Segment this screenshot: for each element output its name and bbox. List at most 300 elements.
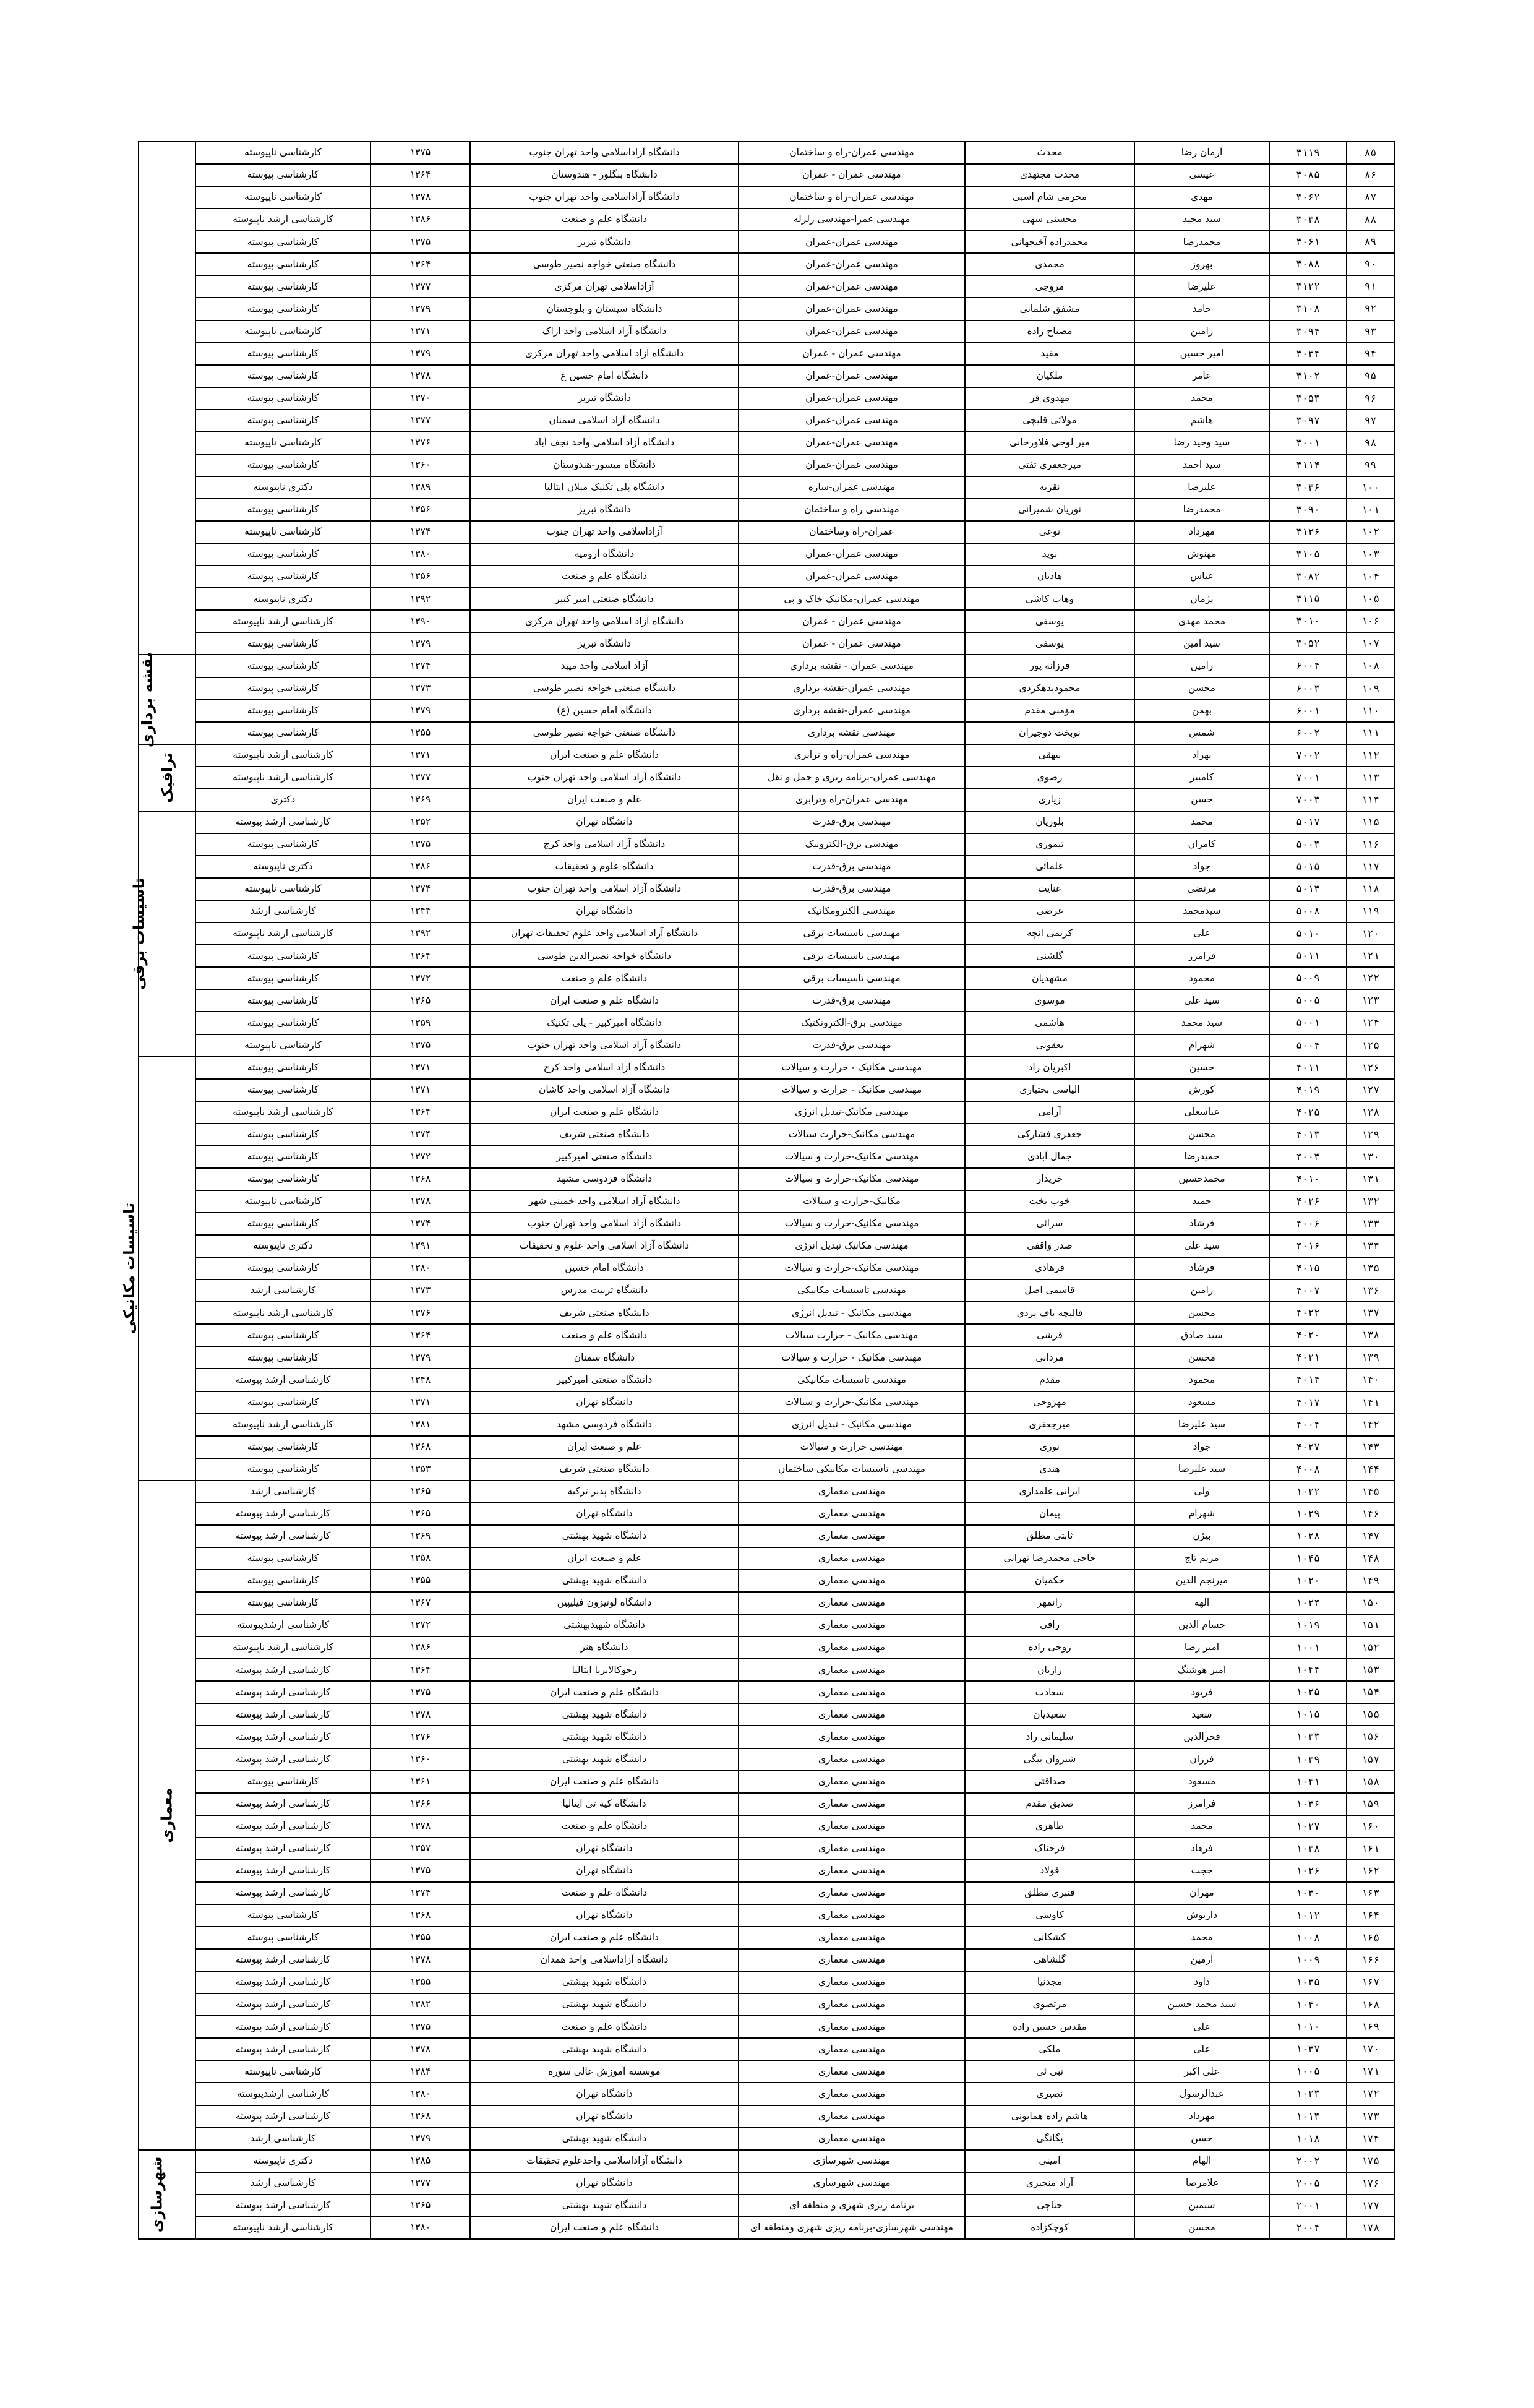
row-number: ۱۵۷ bbox=[1347, 1748, 1394, 1771]
table-row bbox=[139, 767, 1394, 789]
row-number: ۹۸ bbox=[1347, 432, 1394, 454]
first-name: علی bbox=[1134, 2038, 1269, 2060]
degree: کارشناسی ارشد bbox=[195, 1481, 371, 1503]
degree: کارشناسی پیوسته bbox=[195, 1168, 371, 1190]
degree: دکتری ناپیوسته bbox=[195, 588, 371, 610]
first-name: سید علیرضا bbox=[1134, 1458, 1269, 1481]
member-code: ۴۰۱۶ bbox=[1269, 1235, 1347, 1257]
university: دانشگاه آزاد اسلامی واحد تهران جنوب bbox=[470, 767, 739, 789]
table-row bbox=[139, 2172, 1394, 2195]
university: دانشگاه آزاد اسلامی واحد کرج bbox=[470, 833, 739, 856]
first-name: محمدرضا bbox=[1134, 231, 1269, 253]
row-number: ۱۰۴ bbox=[1347, 565, 1394, 588]
field-of-study: مهندسی شهرسازی bbox=[739, 2172, 965, 2195]
table-row bbox=[139, 2105, 1394, 2128]
field-of-study: مهندسی عمران-راه و ساختمان bbox=[739, 142, 965, 164]
first-name: محمود bbox=[1134, 1369, 1269, 1391]
member-code: ۳۰۳۸ bbox=[1269, 209, 1347, 231]
table-row bbox=[139, 343, 1394, 365]
table-row bbox=[139, 1057, 1394, 1079]
university: دانشگاه آزاد اسلامی واحد تهران مرکزی bbox=[470, 610, 739, 632]
member-code: ۳۱۱۹ bbox=[1269, 142, 1347, 164]
first-name: سید محمد bbox=[1134, 1012, 1269, 1034]
field-of-study: مهندسی عمران - عمران bbox=[739, 610, 965, 632]
university: دانشگاه آزاد اسلامی واحد نجف آباد bbox=[470, 432, 739, 454]
graduation-year: ۱۳۷۴ bbox=[371, 1882, 470, 1904]
row-number: ۹۳ bbox=[1347, 320, 1394, 343]
row-number: ۱۴۰ bbox=[1347, 1369, 1394, 1391]
row-number: ۱۵۴ bbox=[1347, 1681, 1394, 1703]
university: دانشگاه تربیت مدرس bbox=[470, 1279, 739, 1302]
table-row bbox=[139, 1391, 1394, 1414]
table-row bbox=[139, 1503, 1394, 1525]
member-code: ۴۰۱۷ bbox=[1269, 1391, 1347, 1414]
graduation-year: ۱۳۶۶ bbox=[371, 1793, 470, 1815]
field-of-study: مهندسی عمران-عمران bbox=[739, 365, 965, 387]
degree: کارشناسی ارشد پیوسته bbox=[195, 2016, 371, 2038]
degree: کارشناسی پیوسته bbox=[195, 1904, 371, 1927]
table-row bbox=[139, 1659, 1394, 1681]
graduation-year: ۱۳۷۹ bbox=[371, 632, 470, 655]
first-name: مهنوش bbox=[1134, 543, 1269, 565]
row-number: ۱۲۶ bbox=[1347, 1057, 1394, 1079]
row-number: ۱۶۶ bbox=[1347, 1949, 1394, 1971]
last-name: یعقوبی bbox=[965, 1034, 1134, 1057]
graduation-year: ۱۳۷۷ bbox=[371, 275, 470, 298]
university: دانشگاه آزاداسلامی واحد تهران جنوب bbox=[470, 142, 739, 164]
member-code: ۳۰۹۷ bbox=[1269, 410, 1347, 432]
member-code: ۵۰۰۸ bbox=[1269, 900, 1347, 922]
last-name: شیروان بیگی bbox=[965, 1748, 1134, 1771]
university: دانشگاه فردوسی مشهد bbox=[470, 1168, 739, 1190]
last-name: آرامی bbox=[965, 1101, 1134, 1124]
university: دانشگاه شهید بهشتی bbox=[470, 1525, 739, 1547]
degree: کارشناسی پیوسته bbox=[195, 1079, 371, 1101]
last-name: مشفق شلمانی bbox=[965, 298, 1134, 320]
university: دانشگاه تهران bbox=[470, 811, 739, 833]
last-name: موسوی bbox=[965, 989, 1134, 1012]
table-row bbox=[139, 700, 1394, 722]
university: دانشگاه شهید بهشتی bbox=[470, 1703, 739, 1726]
field-of-study: مهندسی عمران - نقشه برداری bbox=[739, 655, 965, 677]
last-name: نوری bbox=[965, 1436, 1134, 1458]
degree: کارشناسی پیوسته bbox=[195, 700, 371, 722]
field-of-study: مهندسی عمران - عمران bbox=[739, 343, 965, 365]
graduation-year: ۱۳۷۸ bbox=[371, 186, 470, 209]
table-row bbox=[139, 1302, 1394, 1324]
university: دانشگاه آزاد اسلامی واحد علوم تحقیقات تهران bbox=[470, 922, 739, 945]
graduation-year: ۱۳۹۰ bbox=[371, 610, 470, 632]
field-of-study: مهندسی عمران - عمران bbox=[739, 164, 965, 186]
table-row bbox=[139, 1927, 1394, 1949]
member-code: ۴۰۰۷ bbox=[1269, 1279, 1347, 1302]
graduation-year: ۱۳۶۷ bbox=[371, 1592, 470, 1614]
row-number: ۱۱۱ bbox=[1347, 722, 1394, 744]
university: دانشگاه امام حسین ع bbox=[470, 365, 739, 387]
last-name: روحی زاده bbox=[965, 1636, 1134, 1659]
row-number: ۸۷ bbox=[1347, 186, 1394, 209]
row-number: ۱۷۱ bbox=[1347, 2060, 1394, 2083]
degree: کارشناسی ارشد پیوسته bbox=[195, 1949, 371, 1971]
degree: کارشناسی ارشد پیوسته bbox=[195, 2195, 371, 2217]
table-row bbox=[139, 1547, 1394, 1570]
graduation-year: ۱۳۶۴ bbox=[371, 1101, 470, 1124]
university: دانشگاه تهران bbox=[470, 1391, 739, 1414]
first-name: امیر هوشنگ bbox=[1134, 1659, 1269, 1681]
row-number: ۱۶۱ bbox=[1347, 1838, 1394, 1860]
graduation-year: ۱۳۶۸ bbox=[371, 1168, 470, 1190]
table-row bbox=[139, 856, 1394, 878]
row-number: ۱۲۳ bbox=[1347, 989, 1394, 1012]
row-number: ۱۳۶ bbox=[1347, 1279, 1394, 1302]
degree: دکتری bbox=[195, 789, 371, 811]
graduation-year: ۱۳۷۸ bbox=[371, 365, 470, 387]
member-code: ۱۰۰۵ bbox=[1269, 2060, 1347, 2083]
field-of-study: مهندسی مکانیک - حرارت و سیالات bbox=[739, 1057, 965, 1079]
row-number: ۱۷۰ bbox=[1347, 2038, 1394, 2060]
degree: دکتری ناپیوسته bbox=[195, 856, 371, 878]
field-of-study: مهندسی مکانیک-تبدیل انرژی bbox=[739, 1101, 965, 1124]
last-name: نصیری bbox=[965, 2083, 1134, 2105]
member-code: ۲۰۰۱ bbox=[1269, 2195, 1347, 2217]
field-of-study: مهندسی مکانیک-حرارت و سیالات bbox=[739, 1257, 965, 1279]
university: علم و صنعت ایران bbox=[470, 1436, 739, 1458]
university: دانشگاه آزاد اسلامی واحد تهران جنوب bbox=[470, 878, 739, 900]
row-number: ۱۳۵ bbox=[1347, 1257, 1394, 1279]
graduation-year: ۱۳۵۳ bbox=[371, 1458, 470, 1481]
graduation-year: ۱۳۷۵ bbox=[371, 1681, 470, 1703]
member-code: ۶۰۰۱ bbox=[1269, 700, 1347, 722]
university: علم و صنعت ایران bbox=[470, 789, 739, 811]
university: دانشگاه آزاداسلامی واحد همدان bbox=[470, 1949, 739, 1971]
first-name: بهروز bbox=[1134, 253, 1269, 275]
first-name: امیر حسین bbox=[1134, 343, 1269, 365]
field-of-study: مهندسی تاسیسات برقی bbox=[739, 967, 965, 989]
first-name: فرامرز bbox=[1134, 1793, 1269, 1815]
first-name: سید علی bbox=[1134, 1235, 1269, 1257]
table-row bbox=[139, 1993, 1394, 2016]
degree: کارشناسی ناپیوسته bbox=[195, 1190, 371, 1213]
field-of-study: مهندسی عمران-راه و ترابری bbox=[739, 744, 965, 767]
degree: کارشناسی پیوسته bbox=[195, 410, 371, 432]
last-name: قرشی bbox=[965, 1324, 1134, 1346]
table-row bbox=[139, 2150, 1394, 2172]
university: دانشگاه کیه تی ایتالیا bbox=[470, 1793, 739, 1815]
graduation-year: ۱۳۸۰ bbox=[371, 2217, 470, 2239]
university: دانشگاه علم و صنعت ایران bbox=[470, 1771, 739, 1793]
field-of-study: مهندسی برق-قدرت bbox=[739, 811, 965, 833]
member-code: ۳۱۲۶ bbox=[1269, 521, 1347, 543]
university: دانشگاه آزاد اسلامی واحد تهران جنوب bbox=[470, 1213, 739, 1235]
member-code: ۴۰۰۳ bbox=[1269, 1146, 1347, 1168]
last-name: کشکانی bbox=[965, 1927, 1134, 1949]
graduation-year: ۱۳۷۴ bbox=[371, 521, 470, 543]
last-name: تیموری bbox=[965, 833, 1134, 856]
field-of-study: مهندسی عمران-نقشه برداری bbox=[739, 677, 965, 700]
row-number: ۱۲۷ bbox=[1347, 1079, 1394, 1101]
graduation-year: ۱۳۷۱ bbox=[371, 744, 470, 767]
university: دانشگاه صنعتی خواجه نصیر طوسی bbox=[470, 253, 739, 275]
member-code: ۱۰۲۰ bbox=[1269, 1570, 1347, 1592]
table-row bbox=[139, 1771, 1394, 1793]
first-name: داود bbox=[1134, 1971, 1269, 1993]
graduation-year: ۱۳۶۸ bbox=[371, 2105, 470, 2128]
degree: دکتری ناپیوسته bbox=[195, 476, 371, 499]
graduation-year: ۱۳۸۱ bbox=[371, 1414, 470, 1436]
university: دانشگاه علم و صنعت ایران bbox=[470, 744, 739, 767]
graduation-year: ۱۳۷۹ bbox=[371, 343, 470, 365]
member-code: ۴۰۲۵ bbox=[1269, 1101, 1347, 1124]
field-of-study: مهندسی نقشه برداری bbox=[739, 722, 965, 744]
degree: کارشناسی ناپیوسته bbox=[195, 2060, 371, 2083]
university: دانشگاه علم و صنعت bbox=[470, 1324, 739, 1346]
first-name: فرهاد bbox=[1134, 1838, 1269, 1860]
field-of-study: مهندسی شهرسازی bbox=[739, 2150, 965, 2172]
degree: کارشناسی ارشدپیوسته bbox=[195, 1614, 371, 1636]
first-name: حجت bbox=[1134, 1860, 1269, 1882]
member-code: ۴۰۰۸ bbox=[1269, 1458, 1347, 1481]
degree: کارشناسی پیوسته bbox=[195, 565, 371, 588]
table-row bbox=[139, 967, 1394, 989]
last-name: راقی bbox=[965, 1614, 1134, 1636]
member-code: ۳۱۲۲ bbox=[1269, 275, 1347, 298]
last-name: نوبخت دوجیران bbox=[965, 722, 1134, 744]
last-name: محرمی شام اسبی bbox=[965, 186, 1134, 209]
member-code: ۲۰۰۵ bbox=[1269, 2172, 1347, 2195]
row-number: ۱۵۶ bbox=[1347, 1726, 1394, 1748]
graduation-year: ۱۳۷۳ bbox=[371, 677, 470, 700]
graduation-year: ۱۳۵۵ bbox=[371, 1927, 470, 1949]
member-code: ۴۰۲۰ bbox=[1269, 1324, 1347, 1346]
graduation-year: ۱۳۸۶ bbox=[371, 209, 470, 231]
row-number: ۱۳۹ bbox=[1347, 1346, 1394, 1369]
row-number: ۱۶۲ bbox=[1347, 1860, 1394, 1882]
first-name: آرمان رضا bbox=[1134, 142, 1269, 164]
first-name: سید احمد bbox=[1134, 454, 1269, 476]
group-label: معماری bbox=[158, 1787, 176, 1843]
first-name: علیرضا bbox=[1134, 275, 1269, 298]
row-number: ۱۰۷ bbox=[1347, 632, 1394, 655]
degree: کارشناسی ارشد پیوسته bbox=[195, 1525, 371, 1547]
row-number: ۱۰۱ bbox=[1347, 499, 1394, 521]
first-name: عیسی bbox=[1134, 164, 1269, 186]
table-row bbox=[139, 1748, 1394, 1771]
first-name: بهمن bbox=[1134, 700, 1269, 722]
field-of-study: مهندسی مکانیک-حرارت و سیالات bbox=[739, 1146, 965, 1168]
last-name: محمدزاده آخیجهانی bbox=[965, 231, 1134, 253]
first-name: حمیدرضا bbox=[1134, 1146, 1269, 1168]
graduation-year: ۱۳۶۵ bbox=[371, 2195, 470, 2217]
graduation-year: ۱۳۷۵ bbox=[371, 833, 470, 856]
last-name: قاسمی اصل bbox=[965, 1279, 1134, 1302]
first-name: شهرام bbox=[1134, 1503, 1269, 1525]
member-code: ۷۰۰۳ bbox=[1269, 789, 1347, 811]
field-of-study: مهندسی معماری bbox=[739, 2038, 965, 2060]
degree: کارشناسی پیوسته bbox=[195, 1458, 371, 1481]
row-number: ۱۱۴ bbox=[1347, 789, 1394, 811]
last-name: بلوریان bbox=[965, 811, 1134, 833]
field-of-study: مهندسی معماری bbox=[739, 1882, 965, 1904]
first-name: سید وحید رضا bbox=[1134, 432, 1269, 454]
last-name: رانمهر bbox=[965, 1592, 1134, 1614]
last-name: میرجعفری bbox=[965, 1414, 1134, 1436]
table-row bbox=[139, 1279, 1394, 1302]
first-name: رامین bbox=[1134, 320, 1269, 343]
table-row bbox=[139, 1971, 1394, 1993]
first-name: بهزاد bbox=[1134, 744, 1269, 767]
last-name: رضوی bbox=[965, 767, 1134, 789]
member-code: ۱۰۰۹ bbox=[1269, 1949, 1347, 1971]
degree: کارشناسی ارشد پیوسته bbox=[195, 1882, 371, 1904]
graduation-year: ۱۳۹۲ bbox=[371, 922, 470, 945]
table-row bbox=[139, 1614, 1394, 1636]
member-table bbox=[120, 141, 1395, 2240]
last-name: مؤمنی مقدم bbox=[965, 700, 1134, 722]
first-name: علیرضا bbox=[1134, 476, 1269, 499]
first-name: ولی bbox=[1134, 1481, 1269, 1503]
graduation-year: ۱۳۶۵ bbox=[371, 989, 470, 1012]
first-name: محمدرضا bbox=[1134, 499, 1269, 521]
field-of-study: مهندسی معماری bbox=[739, 1993, 965, 2016]
row-number: ۱۴۸ bbox=[1347, 1547, 1394, 1570]
table-row bbox=[139, 1436, 1394, 1458]
last-name: سرائی bbox=[965, 1213, 1134, 1235]
field-of-study: مهندسی عمران-عمران bbox=[739, 387, 965, 410]
member-code: ۶۰۰۳ bbox=[1269, 677, 1347, 700]
degree: کارشناسی پیوسته bbox=[195, 1146, 371, 1168]
field-of-study: مهندسی معماری bbox=[739, 1904, 965, 1927]
university: دانشگاه امام حسین bbox=[470, 1257, 739, 1279]
row-number: ۱۳۸ bbox=[1347, 1324, 1394, 1346]
member-code: ۱۰۱۵ bbox=[1269, 1703, 1347, 1726]
graduation-year: ۱۳۵۵ bbox=[371, 1971, 470, 1993]
degree: کارشناسی پیوسته bbox=[195, 164, 371, 186]
last-name: نوعی bbox=[965, 521, 1134, 543]
last-name: خریدار bbox=[965, 1168, 1134, 1190]
row-number: ۱۰۰ bbox=[1347, 476, 1394, 499]
row-number: ۱۲۹ bbox=[1347, 1124, 1394, 1146]
row-number: ۱۱۹ bbox=[1347, 900, 1394, 922]
first-name: سید علی bbox=[1134, 989, 1269, 1012]
graduation-year: ۱۳۸۹ bbox=[371, 476, 470, 499]
field-of-study: مهندسی معماری bbox=[739, 1726, 965, 1748]
member-code: ۲۰۰۲ bbox=[1269, 2150, 1347, 2172]
member-code: ۱۰۲۴ bbox=[1269, 1592, 1347, 1614]
row-number: ۱۱۲ bbox=[1347, 744, 1394, 767]
member-code: ۱۰۴۴ bbox=[1269, 1659, 1347, 1681]
graduation-year: ۱۳۷۹ bbox=[371, 298, 470, 320]
last-name: الیاسی بختیاری bbox=[965, 1079, 1134, 1101]
member-code: ۳۰۰۱ bbox=[1269, 432, 1347, 454]
degree: کارشناسی پیوسته bbox=[195, 989, 371, 1012]
degree: کارشناسی پیوسته bbox=[195, 1257, 371, 1279]
last-name: مهدوی فر bbox=[965, 387, 1134, 410]
table-row bbox=[139, 1481, 1394, 1503]
table-row bbox=[139, 677, 1394, 700]
member-code: ۳۰۱۰ bbox=[1269, 610, 1347, 632]
first-name: مسعود bbox=[1134, 1771, 1269, 1793]
first-name: سید امین bbox=[1134, 632, 1269, 655]
first-name: جواد bbox=[1134, 856, 1269, 878]
field-of-study: مهندسی مکانیک-حرارت و سیالات bbox=[739, 1168, 965, 1190]
table-row bbox=[139, 2083, 1394, 2105]
last-name: فولاد bbox=[965, 1860, 1134, 1882]
last-name: سعادت bbox=[965, 1681, 1134, 1703]
member-code: ۱۰۴۵ bbox=[1269, 1547, 1347, 1570]
last-name: جعفری فشارکی bbox=[965, 1124, 1134, 1146]
university: دانشگاه تبریز bbox=[470, 387, 739, 410]
field-of-study: مهندسی معماری bbox=[739, 1703, 965, 1726]
member-code: ۴۰۱۴ bbox=[1269, 1369, 1347, 1391]
graduation-year: ۱۳۷۳ bbox=[371, 1279, 470, 1302]
graduation-year: ۱۳۸۶ bbox=[371, 1636, 470, 1659]
last-name: ملکی bbox=[965, 2038, 1134, 2060]
first-name: عباسعلی bbox=[1134, 1101, 1269, 1124]
table-row bbox=[139, 1458, 1394, 1481]
member-code: ۳۰۸۸ bbox=[1269, 253, 1347, 275]
row-number: ۱۳۰ bbox=[1347, 1146, 1394, 1168]
table-row bbox=[139, 432, 1394, 454]
field-of-study: مهندسی عمران-عمران bbox=[739, 275, 965, 298]
row-number: ۱۲۸ bbox=[1347, 1101, 1394, 1124]
table-row bbox=[139, 142, 1394, 164]
graduation-year: ۱۳۷۰ bbox=[371, 387, 470, 410]
degree: کارشناسی ارشد پیوسته bbox=[195, 1993, 371, 2016]
row-number: ۱۱۳ bbox=[1347, 767, 1394, 789]
last-name: هاشمی bbox=[965, 1012, 1134, 1034]
university: دانشگاه شهید بهشتی bbox=[470, 1971, 739, 1993]
table-row bbox=[139, 2128, 1394, 2150]
degree: کارشناسی پیوسته bbox=[195, 1324, 371, 1346]
first-name: سیمین bbox=[1134, 2195, 1269, 2217]
member-code: ۵۰۱۱ bbox=[1269, 945, 1347, 967]
last-name: صدر واقفی bbox=[965, 1235, 1134, 1257]
last-name: عنایت bbox=[965, 878, 1134, 900]
first-name: سید مجید bbox=[1134, 209, 1269, 231]
member-code: ۱۰۲۳ bbox=[1269, 2083, 1347, 2105]
field-of-study: مهندسی معماری bbox=[739, 2128, 965, 2150]
university: دانشگاه صنعتی خواجه نصیر طوسی bbox=[470, 722, 739, 744]
graduation-year: ۱۳۵۶ bbox=[371, 565, 470, 588]
table-row bbox=[139, 476, 1394, 499]
table-row bbox=[139, 811, 1394, 833]
member-code: ۲۰۰۴ bbox=[1269, 2217, 1347, 2239]
member-code: ۱۰۱۰ bbox=[1269, 2016, 1347, 2038]
field-of-study: مهندسی عمران-عمران bbox=[739, 253, 965, 275]
row-number: ۱۵۵ bbox=[1347, 1703, 1394, 1726]
member-code: ۱۰۲۲ bbox=[1269, 1481, 1347, 1503]
row-number: ۸۸ bbox=[1347, 209, 1394, 231]
table-row bbox=[139, 186, 1394, 209]
row-number: ۱۷۳ bbox=[1347, 2105, 1394, 2128]
graduation-year: ۱۳۷۲ bbox=[371, 967, 470, 989]
field-of-study: مهندسی عمران-عمران bbox=[739, 231, 965, 253]
field-of-study: مهندسی عمران-مکانیک خاک و پی bbox=[739, 588, 965, 610]
member-code: ۴۰۱۹ bbox=[1269, 1079, 1347, 1101]
university: دانشگاه صنعتی شریف bbox=[470, 1458, 739, 1481]
university: دانشگاه علم و صنعت ایران bbox=[470, 989, 739, 1012]
first-name: حسین bbox=[1134, 1057, 1269, 1079]
member-code: ۳۱۰۸ bbox=[1269, 298, 1347, 320]
degree: کارشناسی ارشد ناپیوسته bbox=[195, 767, 371, 789]
field-of-study: مهندسی معماری bbox=[739, 2083, 965, 2105]
university: علم و صنعت ایران bbox=[470, 1547, 739, 1570]
member-code: ۳۱۱۴ bbox=[1269, 454, 1347, 476]
row-number: ۱۱۵ bbox=[1347, 811, 1394, 833]
row-number: ۱۶۵ bbox=[1347, 1927, 1394, 1949]
graduation-year: ۱۳۶۰ bbox=[371, 454, 470, 476]
university: دانشگاه تهران bbox=[470, 2172, 739, 2195]
